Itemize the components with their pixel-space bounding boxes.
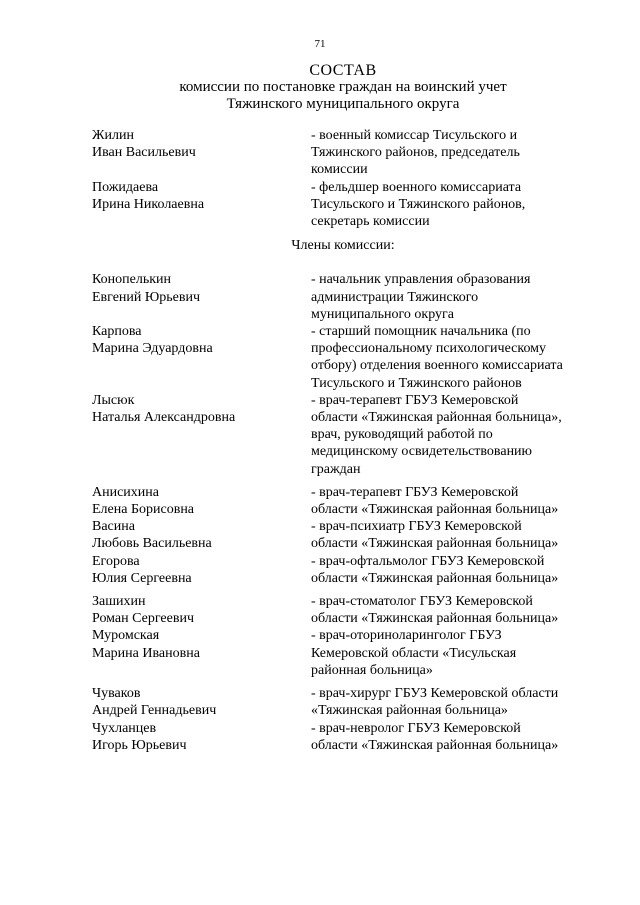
role-line: отбору) отделения военного комиссариата	[311, 358, 563, 374]
name-line: Пожидаева	[92, 179, 159, 195]
member-role	[311, 627, 611, 679]
member-entry	[0, 720, 640, 754]
member-role	[311, 720, 611, 754]
member-entry	[0, 271, 640, 323]
member-role	[311, 323, 611, 392]
title-line-1: СОСТАВ	[309, 62, 377, 79]
role-line: - врач-стоматолог ГБУЗ Кемеровской	[311, 594, 533, 610]
role-line: - врач-психиатр ГБУЗ Кемеровской	[311, 519, 522, 535]
member-name	[0, 323, 311, 392]
name-line: Чухланцев	[92, 720, 157, 736]
document-title	[0, 62, 640, 113]
role-line: - начальник управления образования	[311, 272, 531, 288]
role-line: «Тяжинская районная больница»	[311, 703, 508, 719]
member-role	[311, 271, 611, 323]
name-line: Жилин	[92, 128, 135, 143]
member-name	[0, 484, 311, 518]
member-entry	[0, 323, 640, 392]
role-line: - врач-хирург ГБУЗ Кемеровской области	[311, 686, 559, 702]
role-line: - врач-оториноларинголог ГБУЗ	[311, 628, 502, 644]
name-line: Марина Эдуардовна	[92, 341, 213, 357]
leader-entry	[0, 127, 640, 179]
page-number: 71	[314, 38, 326, 50]
role-line: Тяжинского районов, председатель	[311, 145, 520, 161]
member-name	[0, 518, 311, 552]
name-line: Евгений Юрьевич	[92, 289, 201, 305]
member-entry	[0, 518, 640, 552]
name-line: Наталья Александровна	[92, 410, 236, 426]
role-line: профессиональному психологическому	[311, 341, 547, 357]
role-line: врач, руководящий работой по	[311, 427, 493, 443]
role-line: области «Тяжинская районная больница»	[311, 611, 559, 627]
role-line: области «Тяжинская районная больница»	[311, 536, 559, 552]
name-line: Марина Ивановна	[92, 645, 200, 661]
role-line: области «Тяжинская районная больница»	[311, 737, 559, 753]
name-line: Юлия Сергеевна	[92, 570, 192, 586]
name-line: Любовь Васильевна	[92, 536, 212, 552]
commission-list	[0, 127, 640, 754]
member-role	[311, 685, 611, 719]
name-line: Елена Борисовна	[92, 502, 195, 518]
role-line: граждан	[311, 461, 361, 477]
member-role	[311, 484, 611, 518]
member-entry	[0, 627, 640, 679]
role-line: - старший помощник начальника (по	[311, 324, 531, 340]
member-name	[0, 127, 311, 179]
member-name	[0, 392, 311, 478]
name-line: Зашихин	[92, 594, 146, 610]
member-role	[311, 553, 611, 587]
role-line: медицинскому освидетельствованию	[311, 444, 533, 460]
role-line: секретарь комиссии	[311, 214, 430, 230]
member-name	[0, 685, 311, 719]
role-line: районная больница»	[311, 662, 433, 678]
role-line: Кемеровской области «Тисульская	[311, 645, 517, 661]
name-line: Роман Сергеевич	[92, 611, 194, 627]
role-line: - фельдшер военного комиссариата	[311, 179, 522, 195]
name-line: Муромская	[92, 628, 160, 644]
name-line: Андрей Геннадьевич	[92, 703, 217, 719]
role-line: - врач-офтальмолог ГБУЗ Кемеровской	[311, 553, 545, 569]
name-line: Лысюк	[92, 392, 135, 408]
member-entry	[0, 484, 640, 518]
member-entry	[0, 392, 640, 478]
name-line: Чуваков	[92, 686, 141, 702]
member-entry	[0, 593, 640, 627]
name-line: Егорова	[92, 553, 140, 569]
member-name	[0, 593, 311, 627]
name-line: Иван Васильевич	[92, 145, 196, 161]
member-entry	[0, 685, 640, 719]
name-line: Анисихина	[92, 484, 159, 500]
title-line-2: комиссии по постановке граждан на воинский учет	[179, 79, 507, 95]
name-line: Игорь Юрьевич	[92, 737, 187, 753]
leader-entry	[0, 179, 640, 231]
role-line: области «Тяжинская районная больница»	[311, 502, 559, 518]
member-role	[311, 392, 611, 478]
member-name	[0, 553, 311, 587]
member-role	[311, 593, 611, 627]
member-name	[0, 271, 311, 323]
role-line: области «Тяжинская районная больница»,	[311, 410, 562, 426]
role-line: области «Тяжинская районная больница»	[311, 570, 559, 586]
role-line: администрации Тяжинского	[311, 289, 479, 305]
member-name	[0, 720, 311, 754]
name-line: Ирина Николаевна	[92, 196, 205, 212]
name-line: Конопелькин	[92, 272, 171, 288]
member-name	[0, 627, 311, 679]
member-name	[0, 179, 311, 231]
role-line: комиссии	[311, 162, 368, 178]
role-line: - врач-терапевт ГБУЗ Кемеровской	[311, 484, 519, 500]
name-line: Карпова	[92, 324, 142, 340]
member-entry	[0, 553, 640, 587]
member-role	[311, 127, 611, 179]
role-line: - врач-невролог ГБУЗ Кемеровской	[311, 720, 521, 736]
members-heading: Члены комиссии:	[291, 238, 395, 254]
title-line-3: Тяжинского муниципального округа	[226, 96, 460, 112]
role-line: - врач-терапевт ГБУЗ Кемеровской	[311, 392, 519, 408]
role-line: - военный комиссар Тисульского и	[311, 128, 518, 143]
role-line: Тисульского и Тяжинского районов,	[311, 196, 526, 212]
member-role	[311, 179, 611, 231]
role-line: Тисульского и Тяжинского районов	[311, 375, 522, 391]
member-role	[311, 518, 611, 552]
name-line: Васина	[92, 519, 135, 535]
role-line: муниципального округа	[311, 306, 454, 322]
